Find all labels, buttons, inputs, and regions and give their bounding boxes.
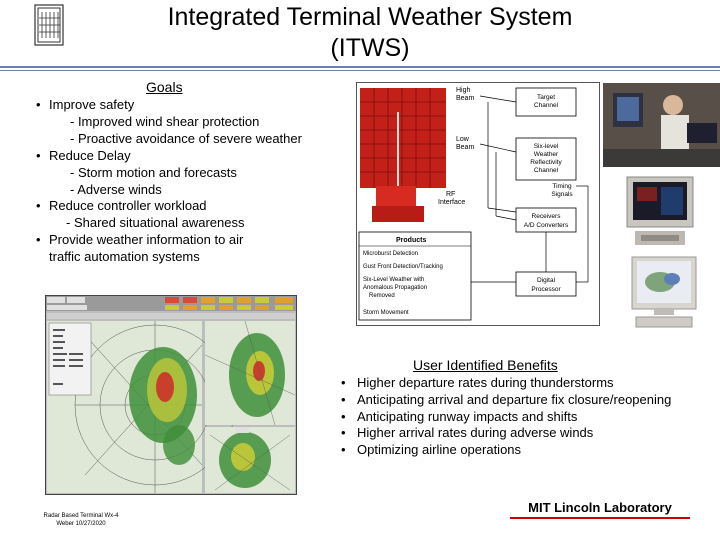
organization-name: MIT Lincoln Laboratory	[528, 500, 672, 515]
digital-processor-label: Digital Processor	[531, 277, 561, 293]
radar-display-screenshot	[45, 295, 297, 495]
goals-list	[36, 97, 366, 266]
benefit-item: • Optimizing airline operations	[340, 442, 712, 459]
benefit-item: • Anticipating runway impacts and shifts	[340, 409, 712, 426]
label-high-beam: High Beam	[456, 87, 475, 102]
computer-monitor-photo	[630, 255, 700, 331]
goal-item: • Reduce controller workload	[36, 198, 366, 215]
timing-signals-label: Timing Signals	[551, 183, 573, 198]
title-line-1: Integrated Terminal Weather System	[167, 3, 573, 31]
receivers-label: Receivers A/D Converters	[523, 213, 569, 229]
goal-item: • Reduce Delay	[36, 148, 366, 165]
label-rf-interface: RF Interface	[438, 191, 466, 206]
footer-note	[36, 512, 126, 528]
goal-subitem: - Shared situational awareness	[66, 215, 245, 231]
label-low-beam: Low Beam	[456, 136, 475, 151]
products-list: Microburst Detection Gust Front Detection/Tracking Six-Level Weather with Anomalous Propagation Removed Storm Movement	[363, 251, 443, 316]
goal-continuation: traffic automation systems	[49, 249, 200, 265]
lincoln-lab-logo	[34, 4, 64, 46]
six-level-label: Six-level Weather Reflectivity Channel	[530, 143, 562, 174]
target-channel-label: Target Channel	[533, 94, 559, 109]
display-terminal-photo	[625, 175, 695, 249]
page-title	[70, 2, 670, 64]
title-line-2: (ITWS)	[330, 34, 410, 62]
system-diagram	[356, 82, 600, 326]
goal-item: • Improve safety	[36, 97, 366, 114]
footer-line-1: Radar Based Terminal Wx-4	[43, 513, 119, 519]
organization-underline	[510, 517, 690, 519]
display-toolbar	[47, 297, 295, 319]
benefit-item: • Anticipating arrival and departure fix closure/reopening	[340, 392, 712, 409]
benefit-item: • Higher arrival rates during adverse winds	[340, 425, 712, 442]
goal-subitem: - Improved wind shear protection	[70, 113, 260, 129]
goals-heading: Goals	[146, 79, 183, 95]
goal-subitem: - Proactive avoidance of severe weather	[70, 130, 302, 146]
products-heading: Products	[396, 237, 427, 244]
goal-subitem: - Adverse winds	[70, 181, 162, 197]
title-divider-thin	[0, 70, 720, 71]
footer-line-2: Weber 10/27/2020	[56, 521, 106, 527]
controller-workstation-photo	[603, 83, 720, 167]
benefits-list	[340, 375, 712, 459]
benefit-item: • Higher departure rates during thunderstorms	[340, 375, 712, 392]
benefits-heading: User Identified Benefits	[413, 357, 558, 373]
goal-subitem: - Storm motion and forecasts	[70, 164, 237, 180]
title-divider	[0, 66, 720, 68]
goal-item: • Provide weather information to air	[36, 232, 366, 249]
